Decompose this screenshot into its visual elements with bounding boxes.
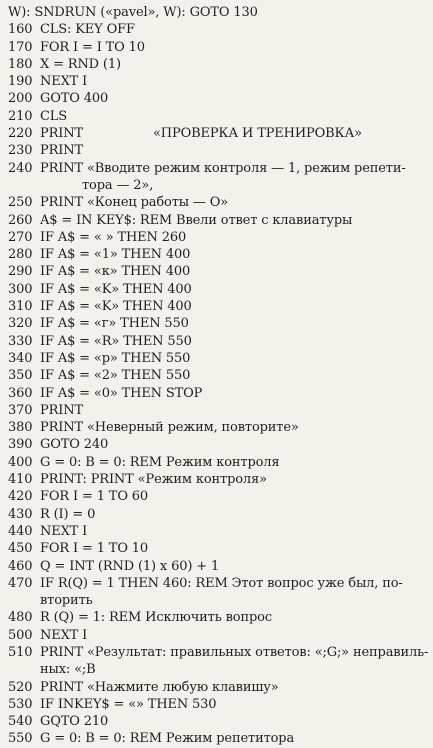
line-number: 220: [8, 126, 33, 142]
code-line-continuation: [8, 177, 427, 194]
code-line-420: [8, 488, 427, 505]
line-number: 550: [8, 731, 33, 747]
code-line-530: [8, 696, 427, 713]
code-text: X = RND (1): [40, 56, 121, 72]
code-line-200: [8, 90, 427, 107]
code-line-440: [8, 523, 427, 540]
line-number: 340: [8, 350, 33, 366]
line-number: 390: [8, 437, 33, 453]
code-text: IF A$ = «г» THEN 550: [40, 316, 189, 332]
line-number: 360: [8, 385, 33, 401]
line-number: 230: [8, 143, 33, 159]
line-number: 370: [8, 402, 33, 418]
code-line-320: [8, 315, 427, 332]
code-line-180: [8, 56, 427, 73]
code-text: Q = INT (RND (1) x 60) + 1: [40, 558, 220, 574]
code-text: PRINT «Конец работы — O»: [40, 195, 229, 211]
code-text: PRINT «Вводите режим контроля — 1, режим репети-: [40, 160, 406, 176]
code-line-430: [8, 506, 427, 523]
line-number: 350: [8, 368, 33, 384]
code-text: G = 0: B = 0: REM Режим контроля: [40, 454, 280, 470]
line-number: 420: [8, 489, 33, 505]
line-number: 400: [8, 454, 33, 470]
line-number: 450: [8, 541, 33, 557]
line-number: 290: [8, 264, 33, 280]
code-line-continuation: [8, 661, 427, 678]
code-text: FOR I = I TO 10: [40, 39, 145, 55]
line-number: 500: [8, 627, 33, 643]
code-line-480: [8, 609, 427, 626]
code-text: CLS: [40, 108, 68, 124]
line-number: 380: [8, 420, 33, 436]
code-line-540: [8, 713, 427, 730]
code-text: вторить: [40, 593, 93, 609]
line-number: 270: [8, 229, 33, 245]
code-text: IF A$ = «р» THEN 550: [40, 350, 191, 366]
code-text: GOTO 400: [40, 91, 109, 107]
code-line-330: [8, 333, 427, 350]
code-line-340: [8, 350, 427, 367]
code-text: IF A$ = «2» THEN 550: [40, 368, 191, 384]
code-text: IF A$ = «к» THEN 400: [40, 264, 191, 280]
code-line-230: [8, 142, 427, 159]
code-line-470: [8, 575, 427, 592]
code-line-160: [8, 21, 427, 38]
line-number: 530: [8, 696, 33, 712]
code-text: FOR I = 1 TO 60: [40, 489, 149, 505]
code-text: PRINT «Нажмите любую клавишу»: [40, 679, 279, 695]
code-text: IF A$ = « » THEN 260: [40, 229, 187, 245]
line-number: 310: [8, 299, 33, 315]
code-line-260: [8, 212, 427, 229]
line-number: 240: [8, 160, 33, 176]
code-text: NEXT I: [40, 627, 88, 643]
code-line-360: [8, 385, 427, 402]
code-line-210: [8, 108, 427, 125]
line-number: 330: [8, 333, 33, 349]
code-text: PRINT: [40, 402, 83, 418]
code-line-170: [8, 39, 427, 56]
line-number: 460: [8, 558, 33, 574]
code-line-continued: [8, 4, 427, 21]
line-number: 250: [8, 195, 33, 211]
code-line-390: [8, 436, 427, 453]
line-number: 430: [8, 506, 33, 522]
line-number: 180: [8, 56, 33, 72]
code-text: W): SNDRUN («pavel», W): GOTO 130: [8, 5, 258, 20]
line-number: 260: [8, 212, 33, 228]
code-text: IF A$ = «0» THEN STOP: [40, 385, 203, 401]
code-text: NEXT I: [40, 523, 88, 539]
code-text: ных: «;B: [40, 662, 96, 678]
line-number: 160: [8, 22, 33, 38]
code-line-460: [8, 558, 427, 575]
code-text: PRINT «Неверный режим, повторите»: [40, 420, 299, 436]
line-number: 510: [8, 644, 33, 660]
code-line-510: [8, 644, 427, 661]
line-number: 440: [8, 523, 33, 539]
code-line-400: [8, 454, 427, 471]
code-text: GQTO 210: [40, 714, 109, 730]
line-number: 210: [8, 108, 33, 124]
line-number: 470: [8, 575, 33, 591]
code-line-370: [8, 402, 427, 419]
code-line-300: [8, 281, 427, 298]
code-line-520: [8, 679, 427, 696]
code-line-310: [8, 298, 427, 315]
code-text: PRINT: [40, 126, 83, 142]
line-number: 300: [8, 281, 33, 297]
line-number: 170: [8, 39, 33, 55]
code-text: R (Q) = 1: REM Исключить вопрос: [40, 610, 272, 626]
code-text: G = 0: B = 0: REM Режим репетитора: [40, 731, 295, 747]
line-number: 200: [8, 91, 33, 107]
code-text: IF INKEY$ = «» THEN 530: [40, 696, 217, 712]
line-number: 540: [8, 714, 33, 730]
code-line-500: [8, 627, 427, 644]
code-text: IF A$ = «K» THEN 400: [40, 281, 192, 297]
code-line-350: [8, 367, 427, 384]
code-text: IF R(Q) = 1 THEN 460: REM Этот вопрос уже был, по-: [40, 575, 403, 591]
code-line-280: [8, 246, 427, 263]
code-text: тора — 2»,: [82, 177, 154, 193]
code-text: GOTO 240: [40, 437, 109, 453]
code-text: CLS: KEY OFF: [40, 22, 135, 38]
code-line-190: [8, 73, 427, 90]
code-text: PRINT: [40, 143, 83, 159]
code-line-290: [8, 263, 427, 280]
line-number: 320: [8, 316, 33, 332]
line-number: 190: [8, 74, 33, 90]
code-text: PRINT «Результат: правильных ответов: «;G;» неправиль-: [40, 644, 429, 660]
code-text: PRINT: PRINT «Режим контроля»: [40, 472, 267, 488]
line-number: 480: [8, 610, 33, 626]
line-number: 410: [8, 472, 33, 488]
code-text: R (I) = 0: [40, 506, 96, 522]
code-line-220: [8, 125, 427, 142]
line-number: 520: [8, 679, 33, 695]
code-line-250: [8, 194, 427, 211]
code-text: FOR I = 1 TO 10: [40, 541, 149, 557]
code-text: IF A$ = «K» THEN 400: [40, 299, 192, 315]
program-title: «ПРОВЕРКА И ТРЕНИРОВКА»: [153, 126, 362, 142]
code-text: IF A$ = «R» THEN 550: [40, 333, 192, 349]
code-text: IF A$ = «1» THEN 400: [40, 247, 191, 263]
code-line-380: [8, 419, 427, 436]
code-line-450: [8, 540, 427, 557]
code-line-550: [8, 730, 427, 747]
code-text: A$ = IN KEY$: REM Ввели ответ с клавиатуры: [40, 212, 353, 228]
code-line-270: [8, 229, 427, 246]
line-number: 280: [8, 247, 33, 263]
code-line-410: [8, 471, 427, 488]
code-line-240: [8, 160, 427, 177]
code-text: NEXT I: [40, 74, 88, 90]
code-line-continuation: [8, 592, 427, 609]
